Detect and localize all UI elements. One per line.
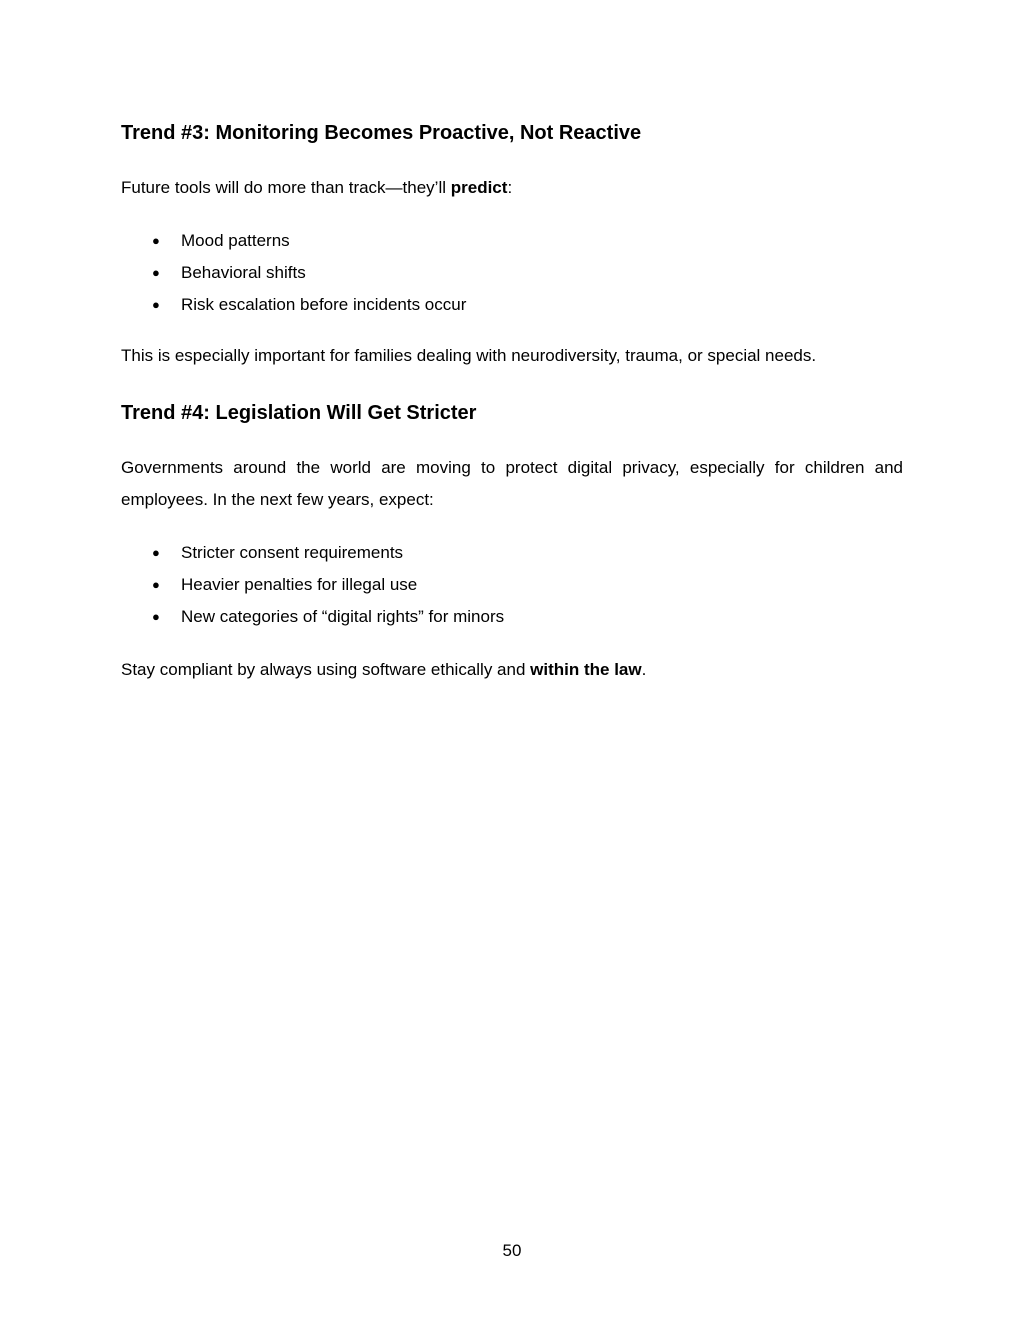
intro-text: Future tools will do more than track—they’ll <box>121 178 451 197</box>
bullet-icon: ● <box>152 265 160 280</box>
list-item <box>121 537 903 569</box>
closing-bold-text: within the law <box>530 660 642 679</box>
document-page <box>121 0 903 1325</box>
bullet-icon: ● <box>152 577 160 592</box>
heading-trend-4: Trend #4: Legislation Will Get Stricter <box>121 402 477 424</box>
paragraph-trend-4-intro: Governments around the world are moving to protect digital privacy, especially for children and employees. In the next few years, expect: <box>121 458 903 509</box>
paragraph-trend-4-closing <box>121 654 903 686</box>
paragraph-trend-3-intro <box>121 172 903 204</box>
bullet-icon: ● <box>152 233 160 248</box>
list-trend-3 <box>121 225 903 321</box>
list-trend-4 <box>121 537 903 633</box>
list-item-text: Mood patterns <box>181 231 290 250</box>
list-item-text: Stricter consent requirements <box>181 543 404 562</box>
bullet-icon: ● <box>152 609 160 624</box>
list-item <box>121 225 903 257</box>
page-number: 50 <box>502 1241 522 1260</box>
list-item-text: Behavioral shifts <box>181 263 306 282</box>
list-item <box>121 257 903 289</box>
closing-punctuation: . <box>641 660 647 679</box>
list-item-text: New categories of “digital rights” for minors <box>181 607 505 626</box>
closing-text: Stay compliant by always using software ethically and <box>121 660 531 679</box>
intro-bold-text: predict <box>450 178 508 197</box>
list-item-text: Heavier penalties for illegal use <box>181 575 418 594</box>
heading-trend-3: Trend #3: Monitoring Becomes Proactive, Not Reactive <box>121 122 642 144</box>
list-item <box>121 569 903 601</box>
list-item <box>121 289 903 321</box>
list-item <box>121 601 903 633</box>
paragraph-trend-3-closing: This is especially important for families dealing with neurodiversity, trauma, or special needs. <box>121 346 817 365</box>
intro-punctuation: : <box>507 178 513 197</box>
list-item-text: Risk escalation before incidents occur <box>181 295 467 314</box>
bullet-icon: ● <box>152 297 160 312</box>
bullet-icon: ● <box>152 545 160 560</box>
